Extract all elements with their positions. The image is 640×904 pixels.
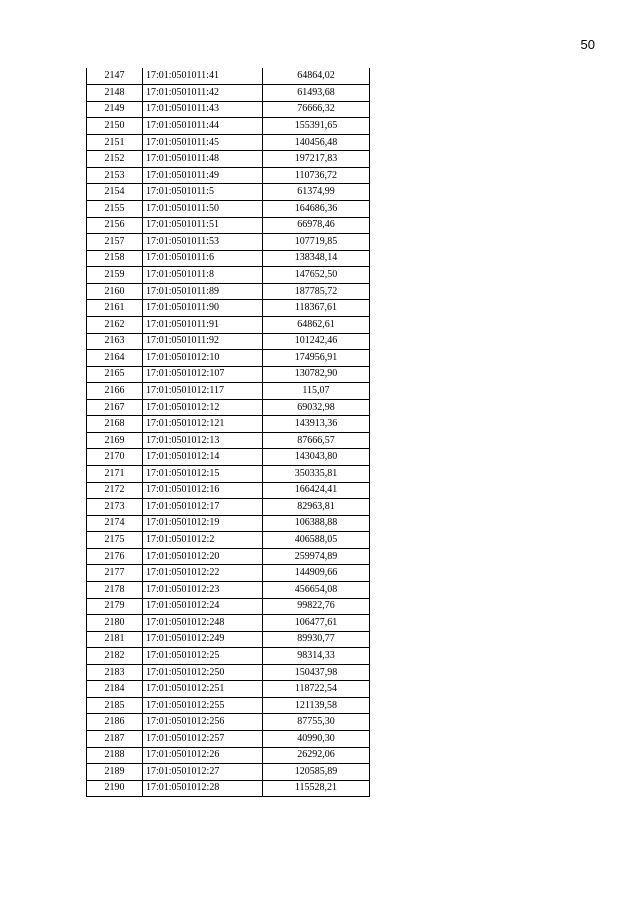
value-cell: 115,07 [263,383,370,400]
row-number-cell: 2165 [87,366,143,383]
cadastral-number-cell: 17:01:0501012:249 [143,631,263,648]
cadastral-number-cell: 17:01:0501012:121 [143,416,263,433]
table-row [87,201,370,218]
table-row [87,648,370,665]
row-number-cell: 2150 [87,118,143,135]
value-cell: 155391,65 [263,118,370,135]
row-number-cell: 2164 [87,350,143,367]
table-row [87,151,370,168]
table-row [87,532,370,549]
value-cell: 166424,41 [263,482,370,499]
value-cell: 140456,48 [263,134,370,151]
row-number-cell: 2173 [87,499,143,516]
value-cell: 98314,33 [263,648,370,665]
cadastral-number-cell: 17:01:0501011:90 [143,300,263,317]
table-row [87,697,370,714]
cadastral-number-cell: 17:01:0501011:91 [143,316,263,333]
value-cell: 61493,68 [263,85,370,102]
table-row [87,134,370,151]
value-cell: 456654,08 [263,581,370,598]
row-number-cell: 2157 [87,234,143,251]
row-number-cell: 2181 [87,631,143,648]
cadastral-number-cell: 17:01:0501012:10 [143,350,263,367]
row-number-cell: 2166 [87,383,143,400]
value-cell: 174956,91 [263,350,370,367]
value-cell: 61374,99 [263,184,370,201]
table-row [87,383,370,400]
row-number-cell: 2161 [87,300,143,317]
cadastral-number-cell: 17:01:0501011:92 [143,333,263,350]
value-cell: 99822,76 [263,598,370,615]
cadastral-number-cell: 17:01:0501011:50 [143,201,263,218]
value-cell: 130782,90 [263,366,370,383]
table-row [87,167,370,184]
value-cell: 40990,30 [263,731,370,748]
cadastral-number-cell: 17:01:0501012:255 [143,697,263,714]
cadastral-number-cell: 17:01:0501012:2 [143,532,263,549]
table-row [87,565,370,582]
row-number-cell: 2163 [87,333,143,350]
row-number-cell: 2172 [87,482,143,499]
row-number-cell: 2182 [87,648,143,665]
value-cell: 406588,05 [263,532,370,549]
row-number-cell: 2154 [87,184,143,201]
value-cell: 107719,85 [263,234,370,251]
cadastral-number-cell: 17:01:0501012:25 [143,648,263,665]
cadastral-number-cell: 17:01:0501012:107 [143,366,263,383]
table-row [87,316,370,333]
value-cell: 138348,14 [263,250,370,267]
row-number-cell: 2175 [87,532,143,549]
row-number-cell: 2168 [87,416,143,433]
row-number-cell: 2174 [87,515,143,532]
row-number-cell: 2179 [87,598,143,615]
value-cell: 150437,98 [263,664,370,681]
cadastral-number-cell: 17:01:0501012:14 [143,449,263,466]
table-row [87,118,370,135]
table-row [87,85,370,102]
value-cell: 350335,81 [263,466,370,483]
cadastral-number-cell: 17:01:0501012:251 [143,681,263,698]
cadastral-number-cell: 17:01:0501012:15 [143,466,263,483]
table-row [87,300,370,317]
cadastral-number-cell: 17:01:0501011:44 [143,118,263,135]
value-cell: 110736,72 [263,167,370,184]
cadastral-number-cell: 17:01:0501012:28 [143,780,263,797]
cadastral-number-cell: 17:01:0501012:12 [143,399,263,416]
table-row [87,101,370,118]
table-row [87,333,370,350]
row-number-cell: 2151 [87,134,143,151]
value-cell: 82963,81 [263,499,370,516]
cadastral-number-cell: 17:01:0501011:48 [143,151,263,168]
row-number-cell: 2149 [87,101,143,118]
row-number-cell: 2162 [87,316,143,333]
table-row [87,267,370,284]
value-cell: 143043,80 [263,449,370,466]
row-number-cell: 2170 [87,449,143,466]
value-cell: 101242,46 [263,333,370,350]
row-number-cell: 2169 [87,432,143,449]
row-number-cell: 2159 [87,267,143,284]
row-number-cell: 2177 [87,565,143,582]
row-number-cell: 2185 [87,697,143,714]
table-row [87,631,370,648]
table-row [87,416,370,433]
table-row [87,68,370,85]
value-cell: 66978,46 [263,217,370,234]
table-row [87,548,370,565]
value-cell: 26292,06 [263,747,370,764]
table-row [87,366,370,383]
cadastral-number-cell: 17:01:0501011:45 [143,134,263,151]
value-cell: 120585,89 [263,764,370,781]
cadastral-number-cell: 17:01:0501012:13 [143,432,263,449]
value-cell: 187785,72 [263,283,370,300]
table-row [87,482,370,499]
row-number-cell: 2178 [87,581,143,598]
table-row [87,615,370,632]
row-number-cell: 2147 [87,68,143,85]
table-row [87,234,370,251]
row-number-cell: 2187 [87,731,143,748]
table-row [87,581,370,598]
value-cell: 147652,50 [263,267,370,284]
cadastral-number-cell: 17:01:0501011:43 [143,101,263,118]
page-number: 50 [580,37,595,52]
table-row [87,714,370,731]
value-cell: 144909,66 [263,565,370,582]
table-row [87,466,370,483]
cadastral-number-cell: 17:01:0501011:51 [143,217,263,234]
table-row [87,283,370,300]
row-number-cell: 2180 [87,615,143,632]
row-number-cell: 2183 [87,664,143,681]
value-cell: 259974,89 [263,548,370,565]
value-cell: 69032,98 [263,399,370,416]
row-number-cell: 2190 [87,780,143,797]
row-number-cell: 2160 [87,283,143,300]
cadastral-number-cell: 17:01:0501012:257 [143,731,263,748]
table-row [87,731,370,748]
value-cell: 87666,57 [263,432,370,449]
value-cell: 106388,88 [263,515,370,532]
table-row [87,250,370,267]
value-cell: 64862,61 [263,316,370,333]
value-cell: 106477,61 [263,615,370,632]
table-row [87,399,370,416]
table-row [87,681,370,698]
value-cell: 121139,58 [263,697,370,714]
row-number-cell: 2167 [87,399,143,416]
cadastral-number-cell: 17:01:0501012:19 [143,515,263,532]
data-table [86,68,370,797]
value-cell: 118722,54 [263,681,370,698]
cadastral-number-cell: 17:01:0501012:26 [143,747,263,764]
value-cell: 143913,36 [263,416,370,433]
cadastral-number-cell: 17:01:0501011:8 [143,267,263,284]
cadastral-number-cell: 17:01:0501011:53 [143,234,263,251]
table-row [87,217,370,234]
cadastral-number-cell: 17:01:0501011:49 [143,167,263,184]
row-number-cell: 2156 [87,217,143,234]
table-row [87,764,370,781]
cadastral-number-cell: 17:01:0501011:42 [143,85,263,102]
cadastral-number-cell: 17:01:0501011:89 [143,283,263,300]
table-row [87,780,370,797]
value-cell: 115528,21 [263,780,370,797]
value-cell: 164686,36 [263,201,370,218]
table-body [87,68,370,797]
row-number-cell: 2153 [87,167,143,184]
row-number-cell: 2155 [87,201,143,218]
cadastral-number-cell: 17:01:0501012:27 [143,764,263,781]
table-row [87,499,370,516]
cadastral-number-cell: 17:01:0501012:16 [143,482,263,499]
value-cell: 197217,83 [263,151,370,168]
row-number-cell: 2186 [87,714,143,731]
cadastral-number-cell: 17:01:0501012:22 [143,565,263,582]
cadastral-number-cell: 17:01:0501012:248 [143,615,263,632]
cadastral-number-cell: 17:01:0501012:23 [143,581,263,598]
row-number-cell: 2158 [87,250,143,267]
value-cell: 64864,02 [263,68,370,85]
cadastral-number-cell: 17:01:0501012:250 [143,664,263,681]
cadastral-number-cell: 17:01:0501012:20 [143,548,263,565]
value-cell: 89930,77 [263,631,370,648]
row-number-cell: 2189 [87,764,143,781]
cadastral-number-cell: 17:01:0501012:24 [143,598,263,615]
table-row [87,747,370,764]
table-row [87,664,370,681]
table-row [87,350,370,367]
row-number-cell: 2188 [87,747,143,764]
table-row [87,515,370,532]
cadastral-number-cell: 17:01:0501011:5 [143,184,263,201]
table-row [87,449,370,466]
table-row [87,598,370,615]
row-number-cell: 2148 [87,85,143,102]
row-number-cell: 2171 [87,466,143,483]
table-row [87,432,370,449]
row-number-cell: 2176 [87,548,143,565]
value-cell: 118367,61 [263,300,370,317]
value-cell: 87755,30 [263,714,370,731]
row-number-cell: 2184 [87,681,143,698]
cadastral-number-cell: 17:01:0501011:6 [143,250,263,267]
value-cell: 76666,32 [263,101,370,118]
cadastral-number-cell: 17:01:0501011:41 [143,68,263,85]
cadastral-number-cell: 17:01:0501012:17 [143,499,263,516]
cadastral-number-cell: 17:01:0501012:256 [143,714,263,731]
row-number-cell: 2152 [87,151,143,168]
table-row [87,184,370,201]
cadastral-number-cell: 17:01:0501012:117 [143,383,263,400]
